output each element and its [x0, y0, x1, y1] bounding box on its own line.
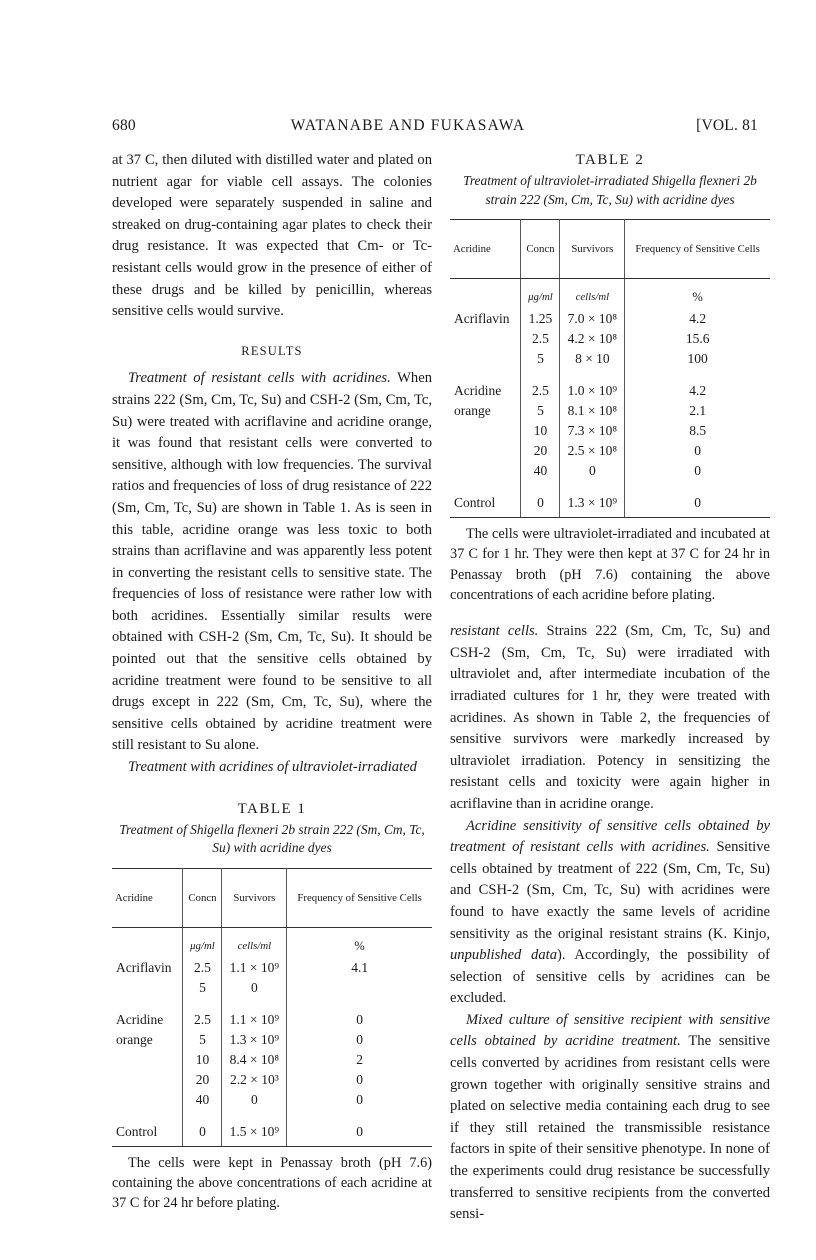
cell-concn: 40	[521, 461, 560, 481]
cell-concn: 5	[521, 349, 560, 369]
cell-survivors: 1.1 × 10⁹	[222, 958, 287, 978]
table-row	[450, 329, 770, 349]
cell-acridine	[112, 978, 183, 998]
table-row	[112, 1030, 432, 1050]
page-number: 680	[112, 117, 136, 134]
cell-concn: 40	[183, 1090, 222, 1110]
cell-freq: 0	[356, 1031, 364, 1047]
cell-survivors: 4.2 × 10⁸	[560, 329, 625, 349]
cell-freq: 4.1	[351, 959, 369, 975]
cell-acridine: Control	[450, 493, 521, 518]
results-heading: RESULTS	[241, 343, 303, 358]
table-row	[112, 1070, 432, 1090]
spacer-cell	[521, 481, 560, 493]
cell-concn: 20	[183, 1070, 222, 1090]
unit-cell	[112, 927, 183, 958]
header-acridine: Acridine	[450, 220, 521, 279]
cell-acridine	[112, 1070, 183, 1090]
header-concn: Concn	[183, 868, 222, 927]
cell-freq: 0	[356, 1091, 364, 1107]
table-row	[112, 1050, 432, 1070]
results-paragraph-1	[112, 368, 432, 757]
results-paragraph-uv	[450, 621, 770, 815]
cell-concn: 2.5	[521, 329, 560, 349]
table1-caption: Treatment of Shigella flexneri 2b strain 222 (Sm, Cm, Tc, Su) with acridine dyes	[119, 821, 425, 856]
cell-concn: 2.5	[183, 1010, 222, 1030]
cell-freq: 4.2	[689, 383, 707, 398]
paragraph-heading: Mixed culture of sensitive recipient with sensitive cells obtained by acridine treatment.	[450, 1011, 770, 1050]
cell-concn: 0	[183, 1122, 222, 1147]
cell-freq: 2.1	[689, 403, 707, 418]
cell-acridine: Acriflavin	[112, 958, 183, 978]
header-frequency: Frequency of Sensitive Cells	[287, 868, 432, 927]
running-title: WATANABE AND FUKASAWA	[290, 117, 526, 134]
cell-survivors: 1.5 × 10⁹	[222, 1122, 287, 1147]
table-row	[450, 349, 770, 369]
table2-title: TABLE 2	[575, 152, 645, 168]
cell-survivors: 2.5 × 10⁸	[560, 441, 625, 461]
cell-survivors: 1.3 × 10⁹	[560, 493, 625, 518]
spacer-cell	[450, 481, 521, 493]
cell-acridine: Control	[112, 1122, 183, 1147]
paragraph-heading: Treatment of resistant cells with acridines.	[128, 370, 391, 387]
spacer-cell	[112, 1110, 183, 1122]
cell-acridine	[450, 349, 521, 369]
cell-acridine	[450, 329, 521, 349]
spacer-cell	[222, 1110, 287, 1122]
paragraph-body: Strains 222 (Sm, Cm, Tc, Su) and CSH-2 (Sm, Cm, Tc, Su) were irradiated with ultraviolet and, after intermediate incubation of the irradiated cultures for 1 hr, they were treated with acridines. As shown in Table 2, the frequencies of sensitive survivors were markedly increased by ultraviolet irradiation. Potency in sensitizing the resistant cells and toxicity were again higher in acriflavine than in acridine orange.	[450, 623, 770, 812]
cell-freq: 2	[356, 1051, 364, 1067]
group-spacer	[450, 481, 770, 493]
cell-acridine	[450, 461, 521, 481]
spacer-cell	[112, 998, 183, 1010]
left-column	[112, 150, 432, 1214]
group-spacer	[112, 1110, 432, 1122]
cell-acridine	[112, 1050, 183, 1070]
units-row	[450, 279, 770, 310]
unit-cell: cells/ml	[222, 927, 287, 958]
methods-paragraph: at 37 C, then diluted with distilled water and plated on nutrient agar for viable cell assays. The colonies developed were separately suspended in saline and streaked on drug-containing agar plates to check their drug resistance. It was expected that Cm- or Tc-resistant cells would grow in the presence of either of these drugs and be killed by penicillin, whereas sensitive cells would survive.	[112, 152, 432, 320]
header-acridine: Acridine	[112, 868, 183, 927]
cell-freq: 0	[356, 1011, 364, 1027]
header-concn: Concn	[521, 220, 560, 279]
right-column	[450, 150, 770, 1226]
header-survivors: Survivors	[560, 220, 625, 279]
cell-acridine: Acriflavin	[450, 309, 521, 329]
cell-freq: 0	[694, 463, 702, 478]
header-frequency: Frequency of Sensitive Cells	[625, 220, 770, 279]
spacer-cell	[287, 1110, 432, 1122]
cell-acridine: Acridine	[450, 381, 521, 401]
unit-cell	[450, 279, 521, 310]
table-row	[450, 401, 770, 421]
cell-freq: 15.6	[685, 331, 710, 346]
table-row	[450, 309, 770, 329]
spacer-cell	[560, 369, 625, 381]
cell-freq: 8.5	[689, 423, 707, 438]
cell-concn: 10	[521, 421, 560, 441]
table1-note: The cells were kept in Penassay broth (pH 7.6) containing the above concentrations of each acridine at 37 C for 24 hr before plating.	[112, 1154, 432, 1212]
cell-acridine	[112, 1090, 183, 1110]
cell-survivors: 1.0 × 10⁹	[560, 381, 625, 401]
cell-survivors: 7.3 × 10⁸	[560, 421, 625, 441]
cell-survivors: 7.0 × 10⁸	[560, 309, 625, 329]
table-header-row	[450, 220, 770, 279]
cell-survivors: 0	[222, 1090, 287, 1110]
table-header-row	[112, 868, 432, 927]
spacer-cell	[287, 998, 432, 1010]
spacer-cell	[521, 369, 560, 381]
cell-freq: 0	[694, 443, 702, 458]
cell-acridine: orange	[450, 401, 521, 421]
spacer-cell	[560, 481, 625, 493]
cell-concn: 2.5	[521, 381, 560, 401]
paragraph-body: Sensitive cells obtained by treatment of 222 (Sm, Cm, Tc, Su) and CSH-2 (Sm, Cm, Tc, Su) with acridines were found to have exactly the same levels of acridine sensitivity as the original resistant strains (K. Kinjo,	[450, 839, 770, 942]
paragraph-italic: unpublished data	[450, 947, 557, 964]
cell-concn: 20	[521, 441, 560, 461]
unit-cell: cells/ml	[560, 279, 625, 310]
unit-cell: %	[692, 290, 703, 304]
cell-acridine: Acridine	[112, 1010, 183, 1030]
cell-concn: 10	[183, 1050, 222, 1070]
cell-concn: 5	[183, 978, 222, 998]
cell-freq: 4.2	[689, 311, 707, 326]
table-row	[450, 461, 770, 481]
cell-freq: 0	[287, 1122, 432, 1147]
cell-survivors: 8.4 × 10⁸	[222, 1050, 287, 1070]
cell-survivors: 8.1 × 10⁸	[560, 401, 625, 421]
cell-survivors: 2.2 × 10³	[222, 1070, 287, 1090]
cell-survivors: 1.1 × 10⁹	[222, 1010, 287, 1030]
cell-concn: 5	[521, 401, 560, 421]
table-row	[450, 493, 770, 518]
table2	[450, 219, 770, 518]
table-row	[450, 441, 770, 461]
table-row	[450, 381, 770, 401]
table-row	[112, 958, 432, 978]
unit-cell: μg/ml	[521, 279, 560, 310]
cell-concn: 2.5	[183, 958, 222, 978]
spacer-cell	[183, 1110, 222, 1122]
group-spacer	[450, 369, 770, 381]
cell-freq: 0	[356, 1071, 364, 1087]
cell-freq: 0	[625, 493, 770, 518]
paragraph-body: The sensitive cells converted by acridines from resistant cells were grown together with originally sensitive strains and plated on selective media containing each drug to see if they still retained the transmissible resistance factors in spite of their sensitive phenotype. In none of the experiments could drug resistance be successfully transferred to sensitive recipients from the converted sensi-	[450, 1033, 770, 1223]
units-row	[112, 927, 432, 958]
table2-caption: Treatment of ultraviolet-irradiated Shigella flexneri 2b strain 222 (Sm, Cm, Tc, Su) with acridine dyes	[463, 173, 757, 207]
cell-survivors: 0	[560, 461, 625, 481]
spacer-cell	[450, 369, 521, 381]
cell-acridine	[450, 421, 521, 441]
cell-survivors: 0	[222, 978, 287, 998]
results-paragraph-sensitivity	[450, 816, 770, 1010]
cell-concn: 0	[521, 493, 560, 518]
cell-survivors: 1.3 × 10⁹	[222, 1030, 287, 1050]
paragraph-heading: Acridine sensitivity of sensitive cells obtained by treatment of resistant cells with acridines.	[450, 817, 770, 856]
spacer-cell	[625, 481, 770, 493]
paragraph-heading-uv: Treatment with acridines of ultraviolet-irradiated	[128, 759, 417, 776]
table2-note: The cells were ultraviolet-irradiated and incubated at 37 C for 1 hr. They were then kept at 37 C for 24 hr in Penassay broth (pH 7.6) containing the above concentrations of each acridine before plating.	[450, 526, 770, 603]
volume-label: [VOL. 81	[696, 117, 758, 134]
table-row	[112, 1122, 432, 1147]
cell-acridine	[450, 441, 521, 461]
spacer-cell	[625, 369, 770, 381]
table-row	[112, 1010, 432, 1030]
paragraph-body: When strains 222 (Sm, Cm, Tc, Su) and CSH-2 (Sm, Cm, Tc, Su) were treated with acriflavine and acridine orange, it was found that resistant cells were converted to sensitive, although with low frequencies. The survival ratios and frequencies of loss of drug resistance of 222 (Sm, Cm, Tc, Su) are shown in Table 1. As is seen in this table, acridine orange was less toxic to both strains than acriflavine and was apparently less potent in converting the resistant cells to sensitive state. The frequencies of loss of resistance were rather low with both acridines. Essentially similar results were obtained with CSH-2 (Sm, Cm, Tc, Su). It should be pointed out that the sensitive cells obtained by acridine treatment were found to be sensitive to all drugs except in 222 (Sm, Cm, Tc, Su), where the sensitive cells obtained by acridine treatment were still resistant to Su alone.	[112, 370, 432, 754]
table-row	[450, 421, 770, 441]
cell-freq	[287, 978, 432, 998]
unit-cell: %	[354, 938, 365, 953]
unit-cell: μg/ml	[183, 927, 222, 958]
table-row	[112, 1090, 432, 1110]
spacer-cell	[222, 998, 287, 1010]
table-row	[112, 978, 432, 998]
spacer-cell	[183, 998, 222, 1010]
paragraph-body-end: ). Accordingly, the possibility of selection of sensitive cells by acridines can be excluded.	[450, 947, 770, 1007]
cell-freq: 100	[687, 351, 708, 366]
results-paragraph-mixed	[450, 1010, 770, 1226]
cell-concn: 1.25	[521, 309, 560, 329]
table1-title: TABLE 1	[237, 800, 307, 817]
cell-concn: 5	[183, 1030, 222, 1050]
cell-survivors: 8 × 10	[560, 349, 625, 369]
paragraph-lead: resistant cells.	[450, 623, 539, 640]
group-spacer	[112, 998, 432, 1010]
header-survivors: Survivors	[222, 868, 287, 927]
cell-acridine: orange	[112, 1030, 183, 1050]
table1	[112, 868, 432, 1147]
